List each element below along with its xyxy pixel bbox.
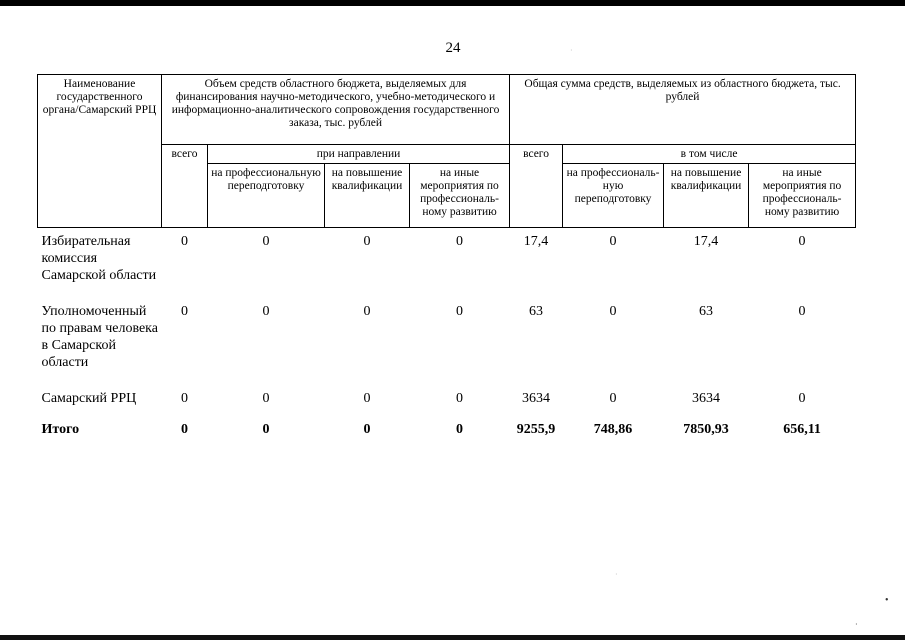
table-cell: 0 — [181, 391, 188, 406]
header-total-a: всего — [162, 145, 208, 228]
table-cell: 0 — [181, 304, 188, 319]
header-b-retraining: на профессиональ-ную переподготовку — [563, 164, 664, 228]
table-cell: 0 — [456, 391, 464, 406]
total-cell: 0 — [456, 422, 464, 437]
table-cell: 0 — [262, 234, 270, 249]
header-including-b: в том числе — [563, 145, 856, 164]
total-cell: 0 — [181, 422, 188, 437]
table-cell: 0 — [798, 234, 806, 249]
table-cell: 0 — [181, 234, 188, 249]
header-a-qualification: на повышение квалификации — [325, 164, 410, 228]
header-name: Наименование государственного органа/Самарский РРЦ — [38, 75, 162, 228]
header-a-other: на иные мероприятия по профессиональ-ному развитию — [410, 164, 510, 228]
table-cell: 3634 — [522, 391, 551, 406]
table-cell: 17,4 — [523, 234, 549, 249]
total-cell: 0 — [363, 422, 371, 437]
table-cell: 0 — [363, 391, 371, 406]
table-cell: 3634 — [692, 391, 721, 406]
total-label: Итого — [41, 422, 80, 437]
top-border — [0, 0, 905, 6]
header-b-qualification: на повышение квалификации — [664, 164, 749, 228]
page-number: 24 — [445, 40, 461, 56]
table-cell: 0 — [262, 391, 270, 406]
table-cell: 17,4 — [693, 234, 719, 249]
total-cell: 656,11 — [783, 422, 821, 437]
total-cell: 748,86 — [593, 422, 633, 437]
budget-table — [37, 74, 856, 438]
table-cell: 63 — [529, 304, 544, 319]
table-cell: 0 — [798, 304, 806, 319]
table-cell: 0 — [609, 234, 617, 249]
scan-speck: • — [885, 595, 889, 606]
table-cell: 0 — [456, 304, 464, 319]
table-row — [38, 228, 856, 299]
bottom-border — [0, 635, 905, 640]
row-name: Избирательная комиссия Самарской области — [41, 234, 157, 283]
total-row — [38, 421, 856, 438]
header-a-retraining: на профессиональную переподготовку — [208, 164, 325, 228]
table-cell: 0 — [262, 304, 270, 319]
table-cell: 63 — [699, 304, 714, 319]
table-cell: 0 — [363, 304, 371, 319]
table-cell: 0 — [363, 234, 371, 249]
scan-speck: · — [855, 620, 858, 629]
total-cell: 0 — [262, 422, 270, 437]
table-row — [38, 385, 856, 421]
header-b-other: на иные мероприятия по профессиональ-ному развитию — [749, 164, 856, 228]
row-name: Самарский РРЦ — [41, 391, 137, 406]
table-cell: 0 — [609, 304, 617, 319]
header-group-b: Общая сумма средств, выделяемых из областного бюджета, тыс. рублей — [510, 75, 856, 145]
table-row — [38, 298, 856, 385]
row-name: Уполномоченный по правам человека в Самарской области — [41, 304, 158, 370]
header-direction-a: при направлении — [208, 145, 510, 164]
header-total-b: всего — [510, 145, 563, 228]
table-cell: 0 — [456, 234, 464, 249]
header-group-a: Объем средств областного бюджета, выделяемых для финансирования научно-методического, учебно-методического и информационно-аналитического сопровождения государственного заказа, тыс. рублей — [162, 75, 510, 145]
table-cell: 0 — [798, 391, 806, 406]
total-cell: 9255,9 — [516, 422, 556, 437]
scan-speck: · — [615, 570, 618, 579]
table-cell: 0 — [609, 391, 617, 406]
scan-speck: · — [570, 46, 573, 55]
total-cell: 7850,93 — [683, 422, 729, 437]
